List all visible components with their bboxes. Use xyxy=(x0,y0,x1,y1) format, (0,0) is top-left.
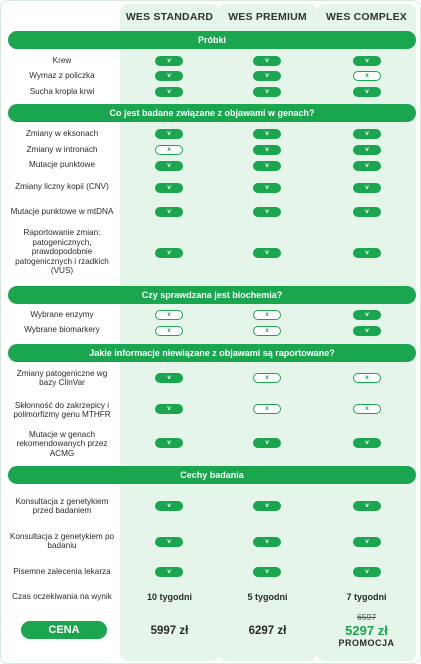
row-label: Wybrane enzymy xyxy=(30,310,94,320)
price-complex-old: 6597 xyxy=(357,612,376,622)
availability-pill: v xyxy=(155,207,183,217)
availability-pill: v xyxy=(353,87,381,97)
row-label: Konsultacja z genetykiem przed badaniem xyxy=(15,496,109,515)
availability-pill: v xyxy=(155,87,183,97)
availability-pill: v xyxy=(353,501,381,511)
section-header-genes: Co jest badane związane z objawami w genach? xyxy=(8,104,416,122)
availability-pill: v xyxy=(253,87,281,97)
availability-pill: v xyxy=(353,537,381,547)
availability-pill: v xyxy=(155,438,183,448)
price-complex-promo: 5297 zł xyxy=(345,623,388,638)
row-label: Skłonność do zakrzepicy i polimorfizmy genu MTHFR xyxy=(13,400,111,419)
availability-pill: v xyxy=(155,501,183,511)
availability-pill: v xyxy=(253,537,281,547)
section-header-probki: Próbki xyxy=(8,31,416,49)
availability-pill: v xyxy=(155,161,183,171)
row-label: Pisemne zalecenia lekarza xyxy=(13,567,111,577)
promo-label: PROMOCJA xyxy=(338,638,395,648)
availability-pill: v xyxy=(155,567,183,577)
availability-pill: v xyxy=(353,161,381,171)
availability-pill: x xyxy=(155,310,183,320)
price-standard: 5997 zł xyxy=(150,625,189,637)
availability-pill: v xyxy=(353,567,381,577)
row-label: Wybrane biomarkery xyxy=(24,325,100,335)
availability-pill: v xyxy=(155,56,183,66)
section-header-biochemistry: Czy sprawdzana jest biochemia? xyxy=(8,286,416,304)
availability-pill: x xyxy=(253,326,281,336)
availability-pill: v xyxy=(253,248,281,258)
column-header-complex: WES COMPLEX xyxy=(326,11,407,23)
availability-pill: v xyxy=(353,207,381,217)
availability-pill: v xyxy=(353,438,381,448)
availability-pill: v xyxy=(253,71,281,81)
row-label: Wymaz z policzka xyxy=(29,71,95,81)
availability-pill: v xyxy=(353,129,381,139)
availability-pill: v xyxy=(155,537,183,547)
availability-pill: x xyxy=(253,404,281,414)
wait-time-standard: 10 tygodni xyxy=(146,592,192,602)
column-header-standard: WES STANDARD xyxy=(125,11,214,23)
availability-pill: x xyxy=(253,310,281,320)
availability-pill: v xyxy=(253,161,281,171)
availability-pill: v xyxy=(253,501,281,511)
row-label: Mutacje w genach rekomendowanych przez ACMG xyxy=(16,429,108,458)
price-label-button: CENA xyxy=(21,621,107,639)
section-header-incidental: Jakie informacje niewiązane z objawami są raportowane? xyxy=(8,344,416,362)
availability-pill: v xyxy=(253,207,281,217)
availability-pill: x xyxy=(353,71,381,81)
row-label: Mutacje punktowe xyxy=(29,160,95,170)
availability-pill: x xyxy=(353,373,381,383)
availability-pill: v xyxy=(253,183,281,193)
availability-pill: x xyxy=(253,373,281,383)
availability-pill: v xyxy=(155,404,183,414)
price-premium: 6297 zł xyxy=(248,625,287,637)
availability-pill: v xyxy=(253,567,281,577)
availability-pill: v xyxy=(155,183,183,193)
availability-pill: v xyxy=(353,326,381,336)
row-label: Raportowanie zmian: patogenicznych, prawdopodobnie patogenicznych i rzadkich (VUS) xyxy=(15,228,109,276)
row-label: Krew xyxy=(52,56,72,66)
availability-pill: v xyxy=(155,373,183,383)
row-label: Zmiany w eksonach xyxy=(25,129,99,139)
row-label: Sucha kropla krwi xyxy=(29,87,95,97)
availability-pill: v xyxy=(253,129,281,139)
availability-pill: v xyxy=(353,248,381,258)
availability-pill: v xyxy=(155,129,183,139)
availability-pill: x xyxy=(155,145,183,155)
availability-pill: v xyxy=(353,183,381,193)
availability-pill: v xyxy=(155,248,183,258)
row-label: Czas oczekiwania na wynik xyxy=(12,592,112,602)
availability-pill: v xyxy=(353,145,381,155)
availability-pill: v xyxy=(253,438,281,448)
availability-pill: v xyxy=(253,56,281,66)
wait-time-premium: 5 tygodni xyxy=(247,592,288,602)
availability-pill: x xyxy=(155,326,183,336)
availability-pill: v xyxy=(155,71,183,81)
wait-time-complex: 7 tygodni xyxy=(346,592,387,602)
row-label: Zmiany liczny kopii (CNV) xyxy=(15,182,109,192)
row-label: Zmiany patogeniczne wg bazy ClinVar xyxy=(16,368,108,387)
availability-pill: v xyxy=(353,56,381,66)
column-header-premium: WES PREMIUM xyxy=(228,11,307,23)
availability-pill: x xyxy=(353,404,381,414)
row-label: Mutacje punktowe w mtDNA xyxy=(10,207,114,217)
availability-pill: v xyxy=(353,310,381,320)
section-header-features: Cechy badania xyxy=(8,466,416,484)
row-label: Zmiany w intronach xyxy=(26,145,98,155)
availability-pill: v xyxy=(253,145,281,155)
row-label: Konsultacja z genetykiem po badaniu xyxy=(9,531,115,550)
